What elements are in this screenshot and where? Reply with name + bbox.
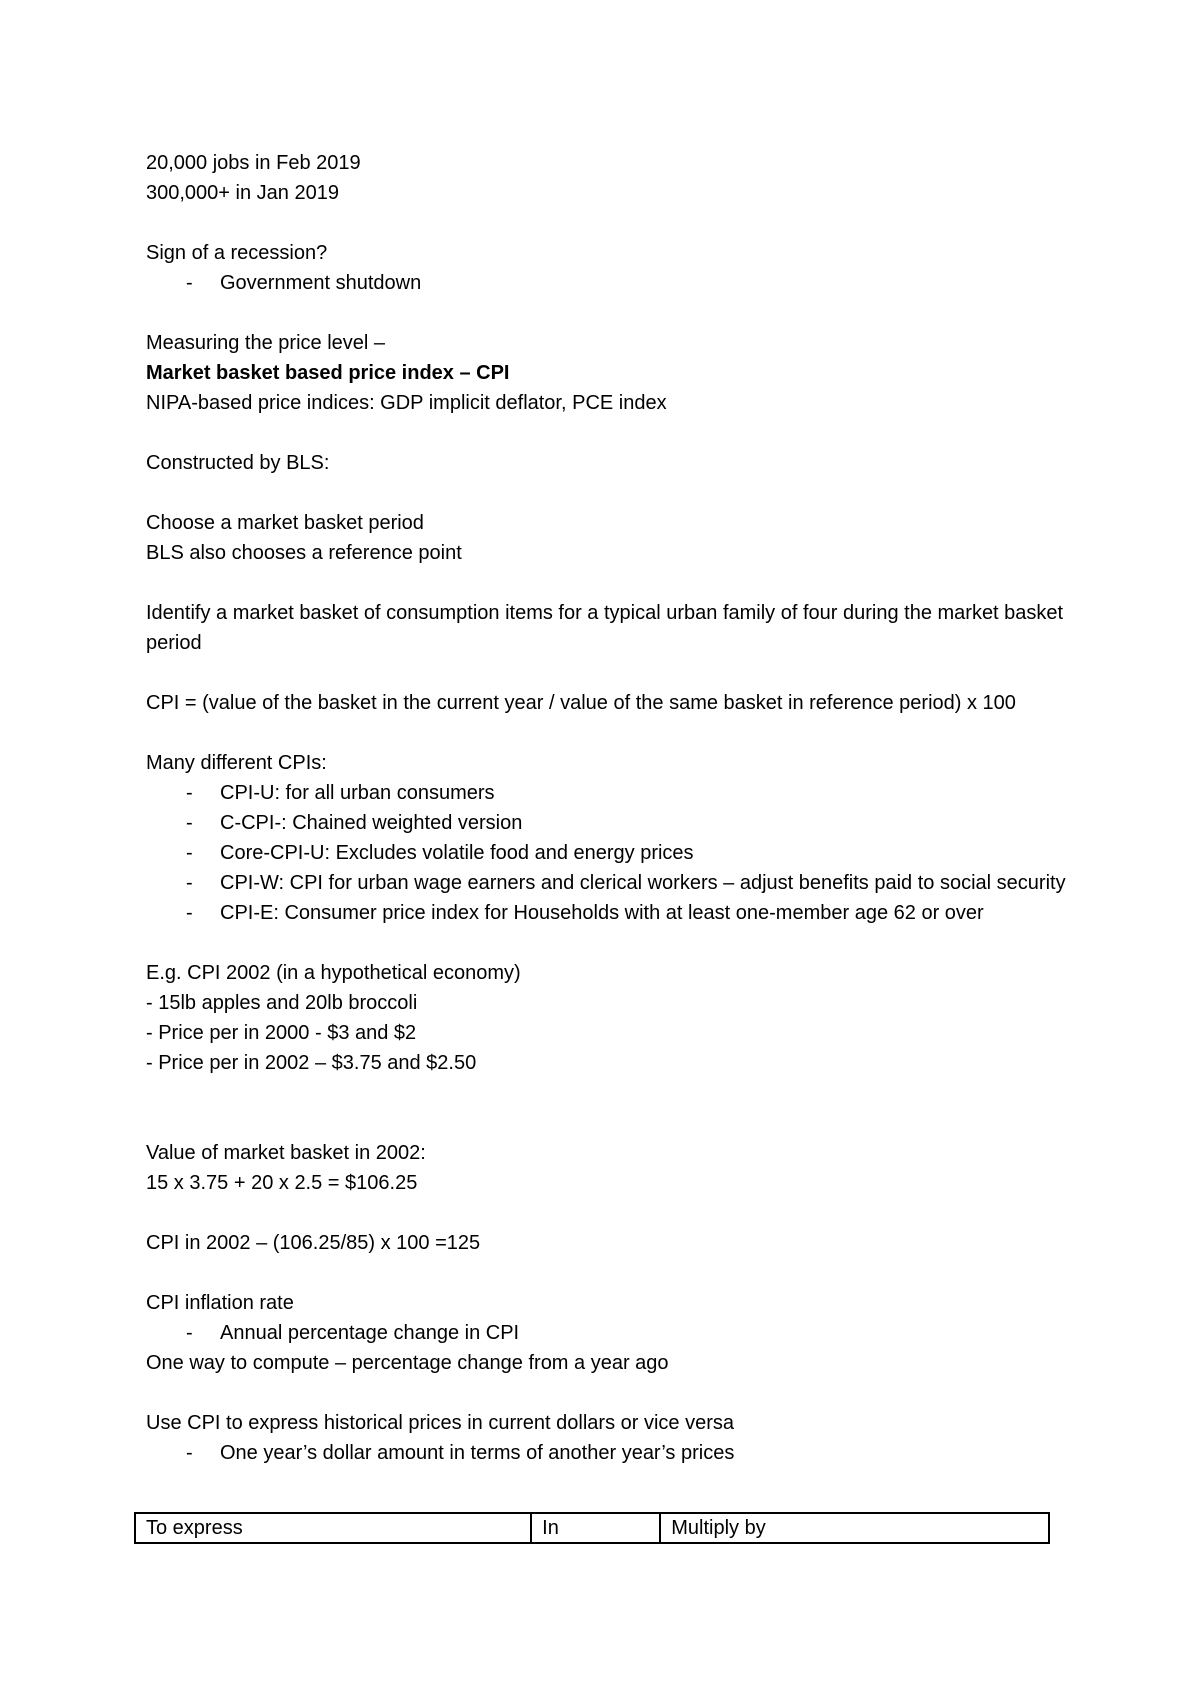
text-line: 300,000+ in Jan 2019 (146, 182, 339, 204)
text-line: BLS also chooses a reference point (146, 542, 462, 564)
text-line: CPI inflation rate (146, 1292, 294, 1314)
text-line: Choose a market basket period (146, 512, 424, 534)
bullet-text: Annual percentage change in CPI (220, 1322, 520, 1344)
bullet-item (146, 268, 1066, 298)
bullet-item (146, 1318, 1066, 1348)
table-header-row (135, 1513, 1049, 1543)
notes-body (146, 148, 1066, 1468)
text-line: Value of market basket in 2002: (146, 1142, 426, 1164)
bullet-text: CPI-W: CPI for urban wage earners and clerical workers – adjust benefits paid to social security (220, 872, 1066, 894)
table-header-cell: In (531, 1513, 660, 1543)
bullet-text: Core-CPI-U: Excludes volatile food and energy prices (220, 842, 694, 864)
bullet-dash: - (186, 782, 193, 804)
text-line: - Price per in 2002 – $3.75 and $2.50 (146, 1052, 477, 1074)
bullet-dash: - (186, 842, 193, 864)
bullet-dash: - (186, 1442, 193, 1464)
bullet-text: Government shutdown (220, 272, 422, 294)
section-heading: Market basket based price index – CPI (146, 362, 510, 384)
bullet-dash: - (186, 872, 193, 894)
bullet-text: One year’s dollar amount in terms of another year’s prices (220, 1442, 735, 1464)
bullet-item (146, 838, 1066, 868)
text-line: 20,000 jobs in Feb 2019 (146, 152, 361, 174)
bullet-item (146, 868, 1066, 898)
bullet-item (146, 898, 1066, 928)
bullet-item (146, 778, 1066, 808)
bullet-text: CPI-U: for all urban consumers (220, 782, 495, 804)
text-line: CPI in 2002 – (106.25/85) x 100 =125 (146, 1232, 481, 1254)
text-line: 15 x 3.75 + 20 x 2.5 = $106.25 (146, 1172, 418, 1194)
text-line: Use CPI to express historical prices in current dollars or vice versa (146, 1412, 734, 1434)
bullet-text: CPI-E: Consumer price index for Households with at least one-member age 62 or over (220, 902, 984, 924)
text-line: Measuring the price level – (146, 332, 386, 354)
bullet-dash: - (186, 902, 193, 924)
bullet-dash: - (186, 1322, 193, 1344)
table-header-cell: To express (135, 1513, 531, 1543)
bullet-item (146, 808, 1066, 838)
text-paragraph: Identify a market basket of consumption items for a typical urban family of four during the market basket period (146, 602, 1064, 654)
bullet-dash: - (186, 272, 193, 294)
text-line: One way to compute – percentage change from a year ago (146, 1352, 669, 1374)
text-line: Many different CPIs: (146, 752, 327, 774)
bullet-item (146, 1438, 1066, 1468)
bullet-dash: - (186, 812, 193, 834)
text-line: E.g. CPI 2002 (in a hypothetical economy) (146, 962, 521, 984)
text-line: - Price per in 2000 - $3 and $2 (146, 1022, 417, 1044)
text-line: Constructed by BLS: (146, 452, 330, 474)
bullet-text: C-CPI-: Chained weighted version (220, 812, 523, 834)
text-line: NIPA-based price indices: GDP implicit deflator, PCE index (146, 392, 667, 414)
table-header-cell: Multiply by (660, 1513, 1049, 1543)
text-line: Sign of a recession? (146, 242, 328, 264)
text-line: - 15lb apples and 20lb broccoli (146, 992, 418, 1014)
formula-paragraph: CPI = (value of the basket in the current year / value of the same basket in reference period) x 100 (146, 692, 1016, 714)
conversion-table (134, 1512, 1050, 1544)
